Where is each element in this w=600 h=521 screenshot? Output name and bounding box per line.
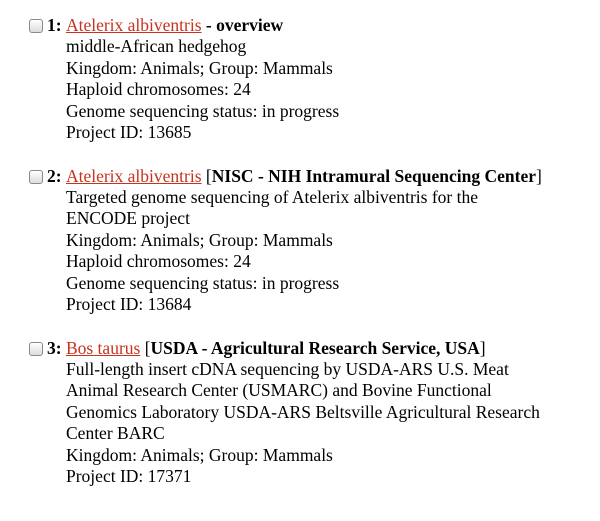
sequencing-status: Genome sequencing status: in progress	[66, 100, 340, 121]
description: middle-African hedgehog	[66, 36, 247, 56]
result-title-2	[29, 165, 600, 187]
bracket-open: [	[201, 165, 212, 186]
result-title-3	[29, 337, 600, 359]
bracket-open: [	[140, 337, 151, 358]
result-details-1	[66, 36, 600, 144]
result-item-3	[29, 337, 600, 488]
project-id: Project ID: 13684	[66, 294, 192, 314]
result-item-1	[29, 14, 600, 144]
organism-link-2[interactable]: Atelerix albiventris	[65, 165, 202, 186]
result-number: 2:	[47, 165, 62, 186]
kingdom-group: Kingdom: Animals; Group: Mammals	[66, 57, 333, 78]
project-id: Project ID: 17371	[66, 466, 192, 486]
organism-link-3[interactable]: Bos taurus	[65, 337, 141, 358]
select-checkbox-1[interactable]	[29, 19, 43, 33]
result-number: 3:	[47, 337, 62, 358]
description-line: Center BARC	[66, 423, 165, 443]
sequencing-center: USDA - Agricultural Research Service, USA	[150, 337, 480, 358]
description-line: Genomics Laboratory USDA-ARS Beltsville Agricultural Research	[66, 401, 540, 422]
description-line: Animal Research Center (USMARC) and Bovine Functional	[66, 380, 492, 400]
haploid-chromosomes: Haploid chromosomes: 24	[66, 79, 251, 99]
description-line: Targeted genome sequencing of Atelerix albiventris for the	[66, 186, 478, 207]
kingdom-group: Kingdom: Animals; Group: Mammals	[66, 444, 333, 465]
project-id: Project ID: 13685	[66, 122, 192, 142]
select-checkbox-2[interactable]	[29, 170, 43, 184]
result-item-2	[29, 165, 600, 316]
bracket-close: ]	[536, 165, 542, 186]
kingdom-group: Kingdom: Animals; Group: Mammals	[66, 229, 333, 250]
haploid-chromosomes: Haploid chromosomes: 24	[66, 251, 251, 271]
select-checkbox-3[interactable]	[29, 342, 43, 356]
result-details-2	[66, 187, 600, 316]
result-title-1	[29, 14, 600, 36]
description-line: ENCODE project	[66, 208, 190, 228]
title-suffix: - overview	[205, 15, 284, 35]
description-line: Full-length insert cDNA sequencing by USDA-ARS U.S. Meat	[66, 358, 509, 379]
organism-link-1[interactable]: Atelerix albiventris	[65, 15, 202, 35]
bracket-close: ]	[479, 337, 486, 358]
sequencing-status: Genome sequencing status: in progress	[66, 272, 340, 293]
result-number: 1:	[47, 15, 62, 35]
result-details-3	[66, 359, 600, 488]
sequencing-center: NISC - NIH Intramural Sequencing Center	[211, 165, 536, 186]
